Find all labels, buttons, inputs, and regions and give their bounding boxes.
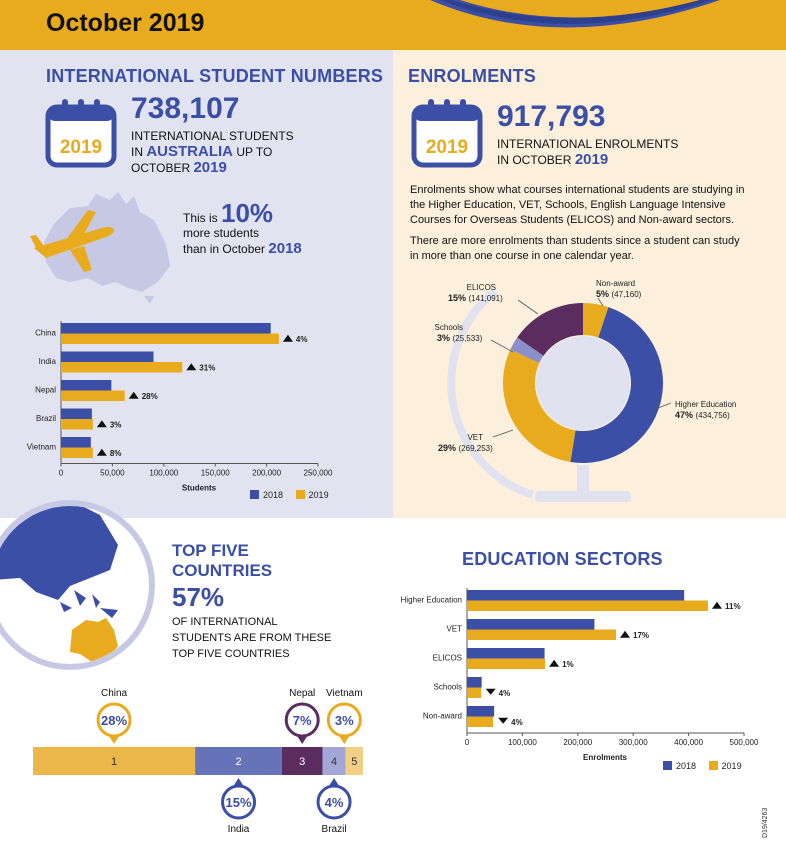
calendar-year-enrolments: 2019 [425, 137, 469, 158]
bar-2018 [467, 648, 545, 659]
category-label: Higher Education [400, 595, 462, 605]
student-country-bar-chart [0, 315, 393, 495]
legend-swatch-2019 [709, 761, 718, 770]
bar-2018 [467, 706, 494, 717]
pin-percent: 15% [225, 795, 252, 810]
bar-2019 [467, 601, 708, 612]
donut-label-elicos [448, 283, 538, 314]
enrolments-note: There are more enrolments than students since a student can study in more than one course in one calendar year. [410, 235, 740, 262]
student-numbers-title: INTERNATIONAL STUDENT NUMBERS [46, 66, 384, 86]
slice-name: Schools [434, 323, 463, 332]
pin-country-label: China [100, 688, 128, 699]
slice-name: Non-award [596, 279, 636, 288]
bar-2019 [61, 448, 93, 459]
student-count: 738,107 [131, 92, 240, 125]
bar-2018 [467, 619, 594, 630]
enrolment-count-desc: INTERNATIONAL ENROLMENTS IN OCTOBER 2019 [497, 137, 679, 168]
bar-2019 [467, 630, 616, 641]
bar-2019 [467, 688, 481, 699]
pin-percent: 7% [292, 713, 312, 728]
enrolments-title: ENROLMENTS [408, 66, 536, 86]
sector-bar-chart [393, 582, 786, 762]
pin-brazil [318, 778, 350, 835]
leader-line [518, 300, 538, 314]
x-tick-label: 100,000 [507, 738, 537, 747]
segment-rank: 3 [299, 756, 306, 768]
donut-label-schools [435, 323, 513, 352]
bar-2019 [467, 659, 545, 670]
slice-name: VET [467, 433, 483, 442]
pin-percent: 28% [101, 713, 128, 728]
bar-2018 [61, 437, 91, 448]
segment-rank: 1 [110, 756, 118, 768]
x-tick-label: 400,000 [674, 738, 704, 747]
calendar-year-students: 2019 [59, 137, 103, 158]
globe-stand-base [535, 491, 631, 502]
x-tick-label: 500,000 [729, 738, 759, 747]
bar-2018 [467, 677, 482, 688]
bar-2019 [467, 717, 493, 728]
slice-value: 15% (141,091) [448, 293, 503, 303]
legend-swatch-2018 [663, 761, 672, 770]
growth-label: 31% [199, 363, 216, 373]
increase-arrow-icon [97, 449, 107, 456]
pin-india [223, 778, 255, 835]
page-header [0, 0, 786, 50]
globe-illustration [0, 490, 170, 680]
increase-arrow-icon [97, 420, 107, 427]
growth-label: 4% [498, 688, 511, 698]
segment-rank: 2 [235, 756, 242, 768]
increase-arrow-icon [129, 392, 139, 399]
bar-2019 [61, 391, 125, 402]
donut-label-vet [438, 430, 513, 453]
sector-chart-legend: 2018 2019 [663, 761, 742, 771]
page-title: October 2019 [46, 9, 205, 37]
pin-country-label: India [227, 824, 250, 835]
slice-name: ELICOS [466, 283, 496, 292]
slice-value: 47% (434,756) [675, 410, 730, 420]
pin-percent: 3% [334, 713, 354, 728]
student-count-desc: INTERNATIONAL STUDENTS IN AUSTRALIA UP TO OCTOBER 2019 [131, 129, 294, 176]
pin-china [98, 688, 130, 744]
category-label: Brazil [35, 414, 56, 423]
bar-2018 [61, 409, 92, 420]
legend-swatch-2019 [296, 490, 305, 499]
x-tick-label: 0 [58, 468, 64, 478]
enrolment-count: 917,793 [497, 100, 606, 133]
increase-arrow-icon [186, 363, 196, 370]
enrolments-explanation: Enrolments show what courses international students are studying in the Higher Education, VET, Schools, English Language Intensive Courses for Overseas Students (ELICOS) and Non-award sectors. [410, 184, 745, 226]
slice-value: 29% (269,253) [438, 443, 493, 453]
category-label: Schools [433, 682, 462, 692]
pin-country-label: Nepal [289, 688, 316, 699]
bar-2018 [61, 380, 111, 391]
pin-percent: 4% [324, 795, 344, 810]
student-chart-legend: 2018 2019 [250, 490, 329, 500]
pin-nepal [286, 688, 318, 744]
increase-arrow-icon [283, 335, 293, 342]
growth-label: 28% [141, 391, 158, 401]
category-label: VET [446, 624, 462, 634]
x-tick-label: 150,000 [200, 468, 230, 478]
pin-country-label: Vietnam [326, 688, 363, 699]
growth-label: 3% [109, 420, 122, 430]
growth-label: 8% [109, 448, 122, 458]
x-tick-label: 0 [464, 738, 470, 747]
bar-2018 [61, 323, 271, 334]
x-tick-label: 300,000 [618, 738, 648, 747]
leader-line [493, 430, 513, 437]
category-label: ELICOS [432, 653, 462, 663]
donut-label-non-award [596, 279, 642, 306]
bar-2019 [61, 419, 93, 430]
globe-stand-stem [577, 465, 589, 493]
top-five-segment-chart [0, 680, 393, 840]
donut-center [536, 336, 630, 430]
category-label: Vietnam [26, 442, 56, 452]
growth-label: 1% [562, 659, 574, 669]
student-growth-text: This is 10% more students than in October 2018 [183, 198, 302, 257]
bar-2018 [61, 352, 154, 363]
increase-arrow-icon [620, 631, 630, 638]
x-tick-label: 100,000 [149, 468, 179, 478]
x-tick-label: 200,000 [563, 738, 593, 747]
bar-2019 [61, 362, 182, 373]
decrease-arrow-icon [486, 689, 496, 695]
x-axis-label: Enrolments [582, 753, 628, 762]
education-sectors-title: EDUCATION SECTORS [462, 549, 663, 569]
slice-value: 3% (25,533) [437, 333, 483, 343]
top-five-desc: OF INTERNATIONAL STUDENTS ARE FROM THESE TOP FIVE COUNTRIES [172, 616, 332, 660]
x-axis-label: Students [181, 483, 217, 493]
calendar-icon [45, 97, 117, 169]
document-code: D19/4263 [762, 807, 769, 838]
growth-label: 17% [633, 630, 650, 640]
segment-rank: 5 [351, 756, 358, 768]
segment-rank: 4 [330, 756, 338, 768]
donut-label-higher-education [653, 400, 736, 420]
x-tick-label: 50,000 [100, 468, 125, 478]
calendar-icon [411, 97, 483, 169]
bar-2019 [61, 334, 279, 345]
increase-arrow-icon [549, 660, 559, 667]
top-five-title: TOP FIVE COUNTRIES [172, 541, 273, 580]
x-tick-label: 200,000 [252, 468, 282, 478]
x-tick-label: 250,000 [303, 468, 333, 478]
decrease-arrow-icon [498, 718, 508, 724]
growth-label: 4% [511, 717, 523, 727]
pin-vietnam [326, 688, 363, 744]
leader-line [491, 340, 513, 352]
top-five-percent: 57% [172, 582, 225, 612]
sector-donut-chart [393, 270, 786, 515]
australia-map-illustration [30, 186, 180, 306]
increase-arrow-icon [712, 602, 722, 609]
category-label: Non-award [422, 711, 462, 721]
slice-value: 5% (47,160) [596, 289, 642, 299]
growth-label: 4% [295, 334, 308, 344]
legend-swatch-2018 [250, 490, 259, 499]
growth-label: 11% [724, 601, 741, 611]
category-label: India [38, 357, 56, 366]
category-label: Nepal [35, 385, 56, 395]
bar-2018 [467, 590, 684, 601]
slice-name: Higher Education [675, 400, 737, 409]
pin-country-label: Brazil [321, 824, 347, 835]
category-label: China [35, 328, 56, 338]
